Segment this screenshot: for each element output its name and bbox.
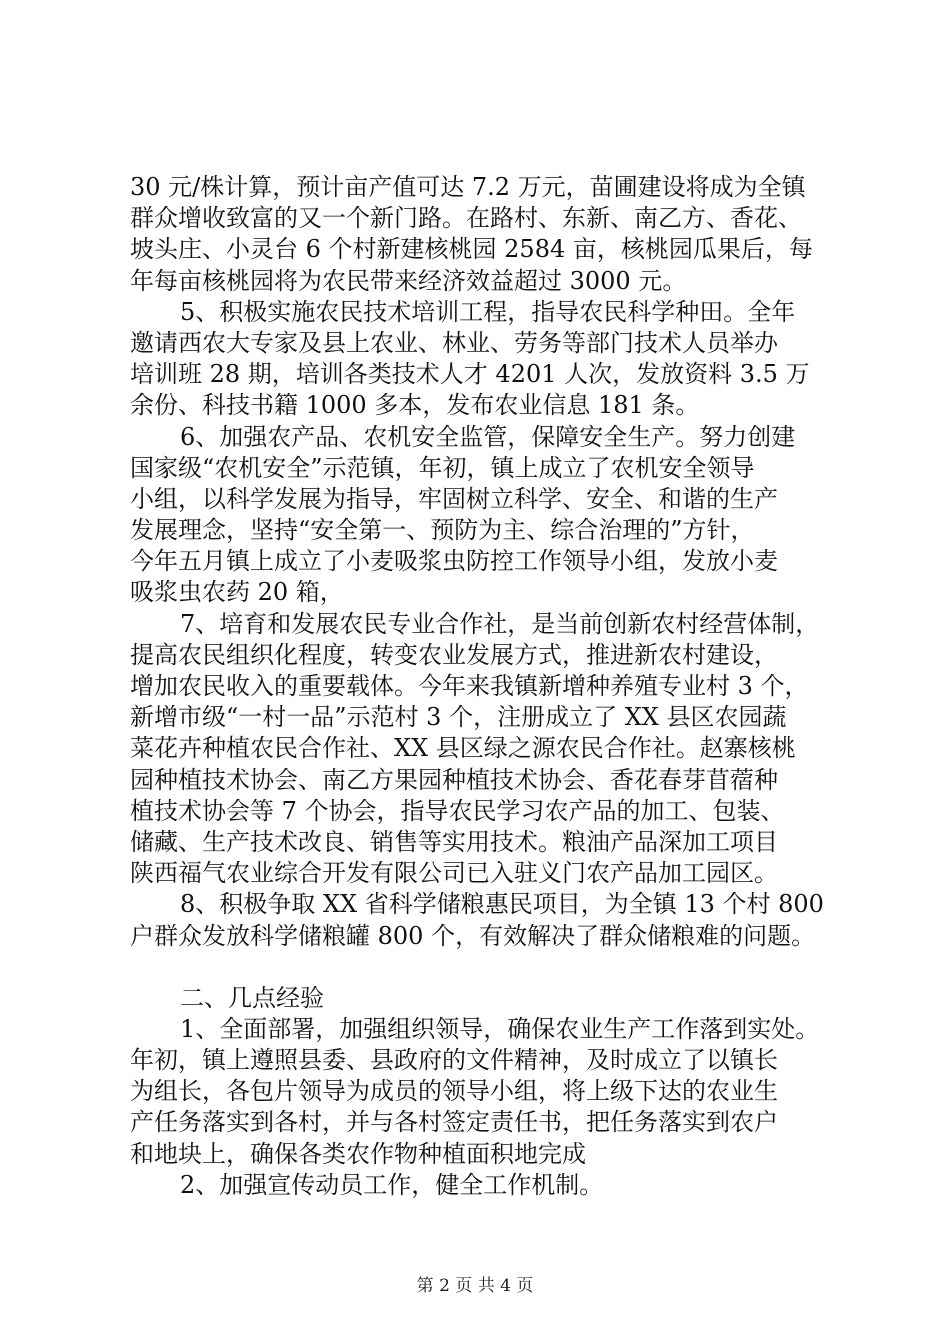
text-line: 2、加强宣传动员工作，健全工作机制。 <box>180 1170 604 1199</box>
text-line: 园种植技术协会、南乙方果园种植技术协会、香花春芽苜蓿种 <box>130 765 778 794</box>
text-line: 7、培育和发展农民专业合作社，是当前创新农村经营体制， <box>180 609 820 638</box>
page-number-label: 第 2 页 共 4 页 <box>416 1276 534 1296</box>
text-line: 年初，镇上遵照县委、县政府的文件精神，及时成立了以镇长 <box>130 1046 778 1075</box>
text-line: 二、几点经验 <box>180 983 324 1012</box>
document-body <box>130 172 850 1201</box>
text-line: 培训班 28 期，培训各类技术人才 4201 人次，发放资料 3.5 万 <box>130 360 810 389</box>
text-line: 坡头庄、小灵台 6 个村新建核桃园 2584 亩，核桃园瓜果后，每 <box>130 235 813 264</box>
text-line: 30 元/株计算，预计亩产值可达 7.2 万元，苗圃建设将成为全镇 <box>130 173 806 201</box>
text-line: 储藏、生产技术改良、销售等实用技术。粮油产品深加工项目 <box>130 827 778 856</box>
paragraph-4-continued <box>130 172 850 297</box>
text-line: 国家级“农机安全”示范镇，年初，镇上成立了农机安全领导 <box>130 453 755 482</box>
experience-1 <box>130 1014 850 1170</box>
paragraph-5 <box>130 297 850 422</box>
text-line: 户群众发放科学储粮罐 800 个，有效解决了群众储粮难的问题。 <box>130 921 816 950</box>
section-heading-2 <box>130 983 850 1014</box>
experience-2 <box>130 1170 850 1201</box>
text-line: 和地块上，确保各类农作物种植面积地完成 <box>130 1139 586 1168</box>
text-line: 5、积极实施农民技术培训工程，指导农民科学种田。全年 <box>180 297 796 326</box>
text-line: 为组长，各包片领导为成员的领导小组，将上级下达的农业生 <box>130 1077 778 1106</box>
text-line: 1、全面部署，加强组织领导，确保农业生产工作落到实处。 <box>180 1014 820 1043</box>
text-line: 余份、科技书籍 1000 多本，发布农业信息 181 条。 <box>130 391 700 420</box>
text-line: 陕西福气农业综合开发有限公司已入驻义门农产品加工园区。 <box>130 859 778 888</box>
text-line: 6、加强农产品、农机安全监管，保障安全生产。努力创建 <box>180 422 796 451</box>
text-line: 提高农民组织化程度，转变农业发展方式，推进新农村建设， <box>130 640 778 669</box>
text-line: 新增市级“一村一品”示范村 3 个，注册成立了 XX 县区农园蔬 <box>130 703 787 732</box>
text-line: 菜花卉种植农民合作社、XX 县区绿之源农民合作社。赵寨核桃 <box>130 734 796 763</box>
text-line: 增加农民收入的重要载体。今年来我镇新增种养殖专业村 3 个， <box>130 672 809 700</box>
paragraph-6 <box>130 422 850 609</box>
text-line: 8、积极争取 XX 省科学储粮惠民项目，为全镇 13 个村 800 <box>180 890 824 919</box>
paragraph-8 <box>130 889 850 951</box>
text-line: 小组，以科学发展为指导，牢固树立科学、安全、和谐的生产 <box>130 484 778 513</box>
text-line: 邀请西农大专家及县上农业、林业、劳务等部门技术人员举办 <box>130 328 778 357</box>
text-line: 今年五月镇上成立了小麦吸浆虫防控工作领导小组，发放小麦 <box>130 547 778 576</box>
text-line: 年每亩核桃园将为农民带来经济效益超过 3000 元。 <box>130 266 687 295</box>
paragraph-7 <box>130 609 850 890</box>
text-line: 群众增收致富的又一个新门路。在路村、东新、南乙方、香花、 <box>130 204 802 233</box>
text-line: 植技术协会等 7 个协会，指导农民学习农产品的加工、包装、 <box>130 796 785 825</box>
text-line: 吸浆虫农药 20 箱， <box>130 578 344 607</box>
text-line: 发展理念，坚持“安全第一、预防为主、综合治理的”方针， <box>130 516 755 545</box>
text-line: 产任务落实到各村，并与各村签定责任书，把任务落实到农户 <box>130 1108 778 1137</box>
page-footer <box>0 1275 950 1297</box>
